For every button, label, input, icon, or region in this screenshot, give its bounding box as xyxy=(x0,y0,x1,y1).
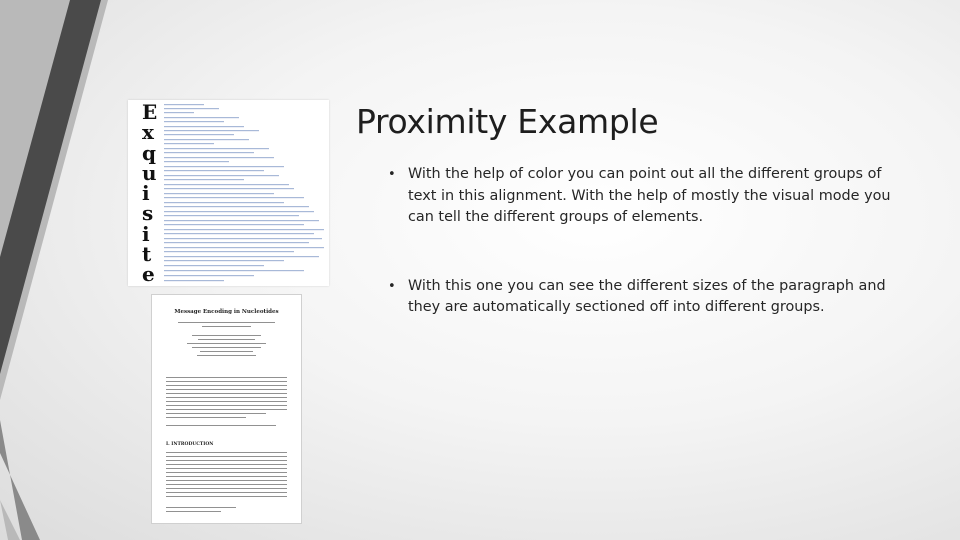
letter: s xyxy=(142,201,154,226)
letter: i xyxy=(142,221,150,246)
bullet-list xyxy=(388,164,908,319)
bullet-text: With the help of color you can point out all the different groups of text in this alignment. With the help of mostly the visual mode you can tell the different groups of elements. xyxy=(408,166,891,225)
bullet-marker: • xyxy=(388,167,396,182)
exquisite-text-lines xyxy=(128,100,329,286)
letter: e xyxy=(142,262,155,287)
paper-section-heading: I. INTRODUCTION xyxy=(166,442,214,447)
letter: q xyxy=(142,140,156,165)
exquisite-document-image xyxy=(128,100,329,286)
decorative-side-bands xyxy=(0,0,140,540)
bullet-text: With this one you can see the different sizes of the paragraph and they are automatically sectioned off into different groups. xyxy=(408,277,886,315)
paper-text-lines xyxy=(152,295,301,523)
letter: t xyxy=(142,242,152,267)
bullet-marker: • xyxy=(388,278,396,294)
bullet-item xyxy=(388,276,908,319)
letter: i xyxy=(142,181,150,206)
slide-title: Proximity Example xyxy=(356,102,659,141)
letter: x xyxy=(142,120,154,145)
letter: u xyxy=(142,160,157,185)
research-paper-image xyxy=(151,294,302,524)
letter: E xyxy=(142,100,158,124)
paper-title: Message Encoding in Nucleotides xyxy=(174,309,279,315)
bullet-item xyxy=(388,164,908,229)
